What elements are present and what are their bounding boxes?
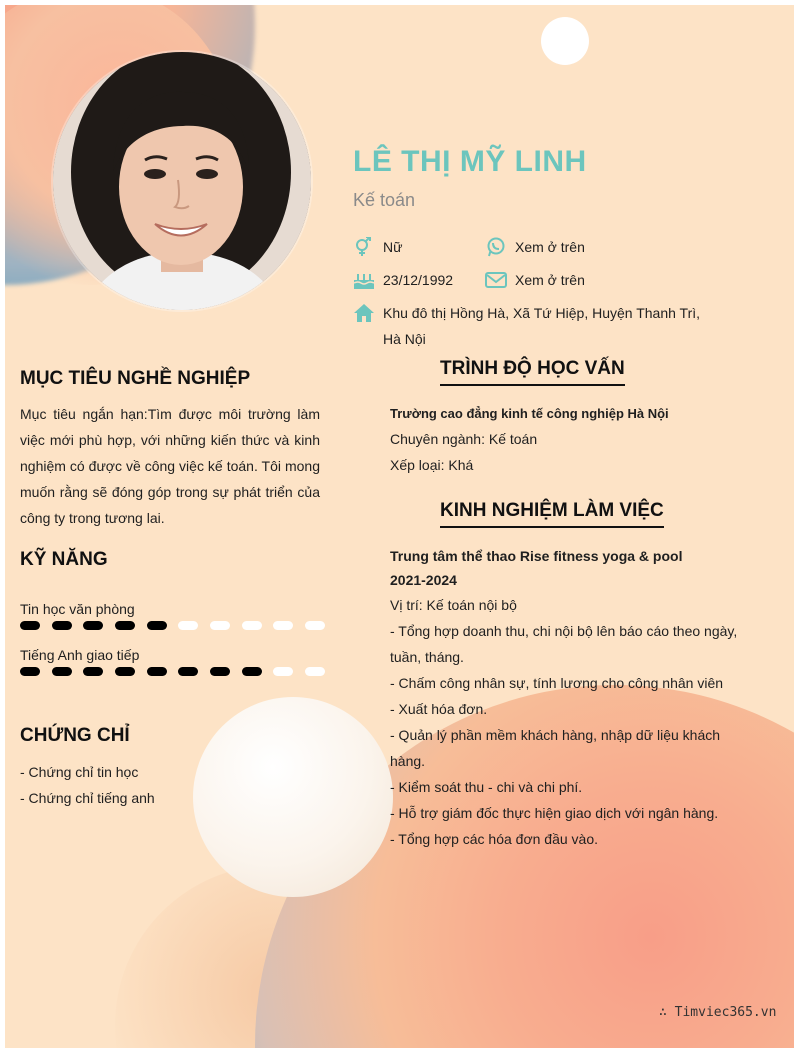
address-line-1: Khu đô thị Hồng Hà, Xã Tứ Hiệp, Huyện Thanh Trì, [383,305,701,321]
phone-row [485,237,585,260]
skill-label-office: Tin học văn phòng [20,601,135,617]
home-icon [353,303,375,323]
email-row [485,270,585,293]
duty-item: - Quản lý phần mềm khách hàng, nhập dữ liệu khách hàng. [390,727,721,769]
skill-dot [52,667,72,676]
decor-circle-middle [193,697,393,897]
skill-dot [20,667,40,676]
certificates-heading: CHỨNG CHỈ [20,725,130,746]
envelope-icon [485,270,507,290]
skill-dot [210,621,230,630]
birthday-row [353,270,453,293]
skills-heading: KỸ NĂNG [20,549,108,570]
phone-value: Xem ở trên [515,239,585,255]
whatsapp-icon [485,237,507,257]
skill-dot [83,621,103,630]
skill-dot [52,621,72,630]
skill-dot [20,621,40,630]
education-rank: Xếp loại: Khá [390,457,474,473]
email-value: Xem ở trên [515,272,585,288]
skill-dot [305,621,325,630]
duty-item: - Kiểm soát thu - chi và chi phí. [390,779,583,795]
gender-value: Nữ [383,239,403,255]
education-major: Chuyên ngành: Kế toán [390,431,538,447]
certificate-item: - Chứng chỉ tin học [20,764,139,780]
skill-rating-english [20,667,325,679]
skill-dot [305,667,325,676]
skill-dot [115,621,135,630]
timviec365-logo[interactable]: ∴ Timviec365.vn [659,1005,777,1020]
company-name: Trung tâm thể thao Rise fitness yoga & pool [390,548,683,564]
experience-heading: KINH NGHIỆM LÀM VIỆC [440,500,664,528]
duty-item: - Tổng hợp các hóa đơn đầu vào. [390,831,599,847]
skill-dot [242,621,262,630]
skill-dot [147,667,167,676]
address-row [353,303,700,352]
address-line-2: Hà Nội [383,331,426,347]
duty-item: - Tổng hợp doanh thu, chi nội bộ lên báo cáo theo ngày, tuần, tháng. [390,623,738,665]
work-period: 2021-2024 [390,572,457,588]
skill-dot [210,667,230,676]
decor-circle-top [541,17,589,65]
gender-row [353,237,402,260]
objective-text: Mục tiêu ngắn hạn:Tìm được môi trường làm việc mới phù hợp, với những kiến thức và kinh nghiệm có được về công việc kế toán. Tôi mong muốn rằng sẽ đóng góp trong sự phát triển của công ty trong tương lai. [20,406,320,526]
address-value [383,300,700,352]
duty-item: - Chấm công nhân sự, tính lương cho công nhân viên [390,675,724,691]
avatar [53,52,311,310]
gender-icon [353,237,375,257]
duty-item: - Xuất hóa đơn. [390,701,488,717]
skill-dot [178,621,198,630]
certificate-item: - Chứng chỉ tiếng anh [20,790,155,806]
education-heading: TRÌNH ĐỘ HỌC VẤN [440,358,625,386]
skill-dot [242,667,262,676]
job-title: Kế toán [353,190,416,210]
school-name: Trường cao đẳng kinh tế công nghiệp Hà Nội [390,406,669,421]
skill-dot [178,667,198,676]
work-position: Vị trí: Kế toán nội bộ [390,597,517,613]
cv-page [5,5,794,1048]
candidate-name: LÊ THỊ MỸ LINH [353,145,587,178]
skill-dot [273,667,293,676]
birthday-cake-icon [353,270,375,290]
duty-item: - Hỗ trợ giám đốc thực hiện giao dịch với ngân hàng. [390,805,719,821]
skill-label-english: Tiếng Anh giao tiếp [20,647,140,663]
avatar-photo [53,52,311,310]
skill-dot [147,621,167,630]
birthday-value: 23/12/1992 [383,272,454,288]
skill-rating-office [20,621,325,633]
skill-dot [115,667,135,676]
objective-heading: MỤC TIÊU NGHỀ NGHIỆP [20,368,251,389]
skill-dot [273,621,293,630]
skill-dot [83,667,103,676]
